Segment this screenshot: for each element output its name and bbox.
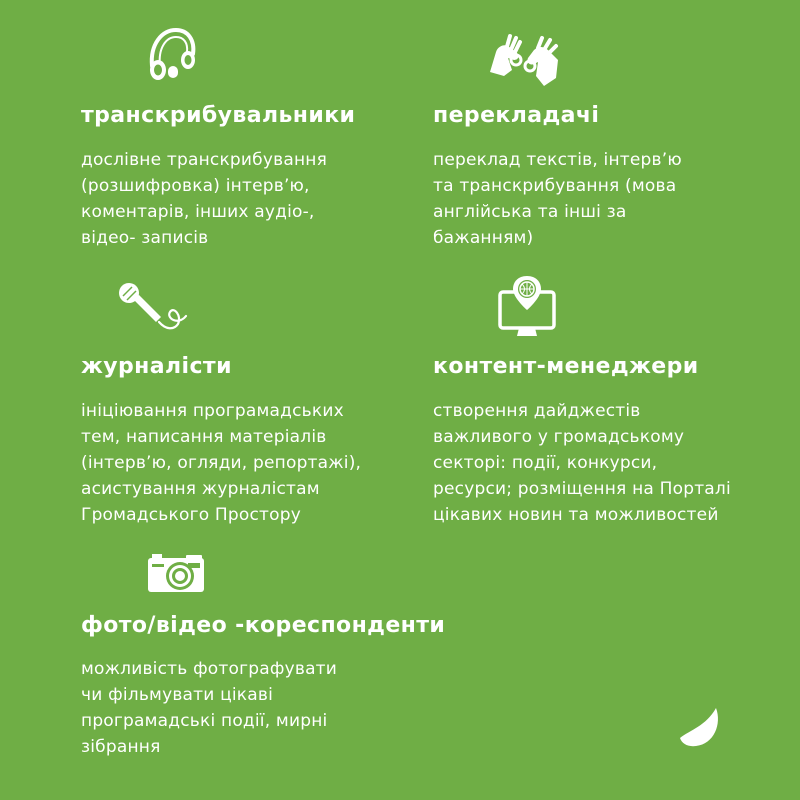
title-transcribers: транскрибувальники [81, 103, 356, 128]
description-line: цікавих новин та можливостей [433, 505, 719, 525]
title-translators: перекладачі [433, 103, 600, 128]
description-line: можливість фотографувати [81, 659, 338, 679]
headphones-icon [146, 26, 198, 82]
microphone-icon [118, 282, 192, 332]
description-content-managers [433, 398, 731, 528]
description-line: створення дайджестів [433, 401, 641, 421]
camera-icon [146, 552, 206, 594]
description-line: важливого у громадському [433, 427, 685, 447]
description-line: тем, написання матеріалів [81, 427, 327, 447]
description-line: бажанням) [433, 228, 534, 248]
description-line: (інтерв’ю, огляди, репортажі), [81, 453, 362, 473]
leaf-icon [676, 704, 722, 752]
description-line: дослівне транскрибування [81, 150, 328, 170]
description-line: коментарів, інших аудіо-, [81, 202, 315, 222]
description-line: (розшифровка) інтерв’ю, [81, 176, 310, 196]
description-photo-video [81, 656, 337, 760]
description-line: переклад текстів, інтерв’ю [433, 150, 682, 170]
description-line: та транскрибування (мова [433, 176, 677, 196]
title-content-managers: контент-менеджери [433, 354, 699, 379]
title-journalists: журналісти [81, 354, 232, 379]
title-photo-video: фото/відео -кореспонденти [81, 613, 446, 638]
description-line: англійська та інші за [433, 202, 627, 222]
description-line: зібрання [81, 737, 161, 757]
sign-language-hands-icon [486, 30, 562, 92]
description-journalists [81, 398, 361, 528]
description-line: програмадські події, мирні [81, 711, 328, 731]
description-transcribers [81, 147, 327, 251]
description-line: ініціювання програмадських [81, 401, 344, 421]
description-line: ресурси; розміщення на Порталі [433, 479, 731, 499]
description-line: відео- записів [81, 228, 209, 248]
description-line: секторі: події, конкурси, [433, 453, 658, 473]
monitor-globe-pin-icon [497, 274, 557, 340]
description-line: асистування журналістам [81, 479, 320, 499]
description-translators [433, 147, 682, 251]
description-line: чи фільмувати цікаві [81, 685, 274, 705]
description-line: Громадського Простору [81, 505, 302, 525]
